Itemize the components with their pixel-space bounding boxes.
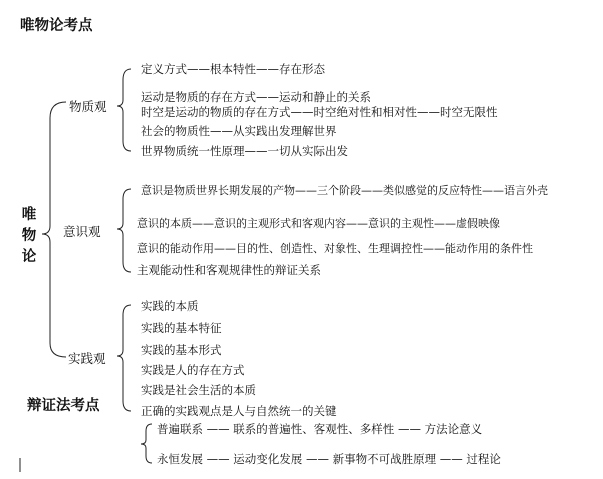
consciousness-item-2: 意识的本质——意识的主观形式和客观内容——意识的主观性——虚假映像: [137, 217, 500, 230]
dialectics-item-2: 永恒发展 —— 运动变化发展 —— 新事物不可战胜原理 —— 过程论: [157, 452, 501, 466]
practice-item-4: 实践是人的存在方式: [141, 363, 245, 377]
matter-item-4: 社会的物质性——从实践出发理解世界: [141, 124, 337, 138]
practice-item-6: 正确的实践观点是人与自然统一的关键: [141, 404, 337, 418]
practice-brace: [117, 305, 131, 411]
matter-item-1: 定义方式——根本特性——存在形态: [141, 62, 325, 76]
matter-item-3: 时空是运动的物质的存在方式——时空绝对性和相对性——时空无限性: [141, 105, 498, 119]
matter-item-2: 运动是物质的存在方式——运动和静止的关系: [141, 90, 371, 104]
practice-item-3: 实践的基本形式: [141, 343, 222, 357]
practice-item-2: 实践的基本特征: [141, 321, 222, 335]
matter-item-5: 世界物质统一性原理——一切从实际出发: [141, 144, 348, 158]
dialectics-brace: [141, 424, 152, 463]
consciousness-label: 意识观: [63, 224, 101, 239]
matter-brace: [117, 69, 131, 151]
dialectics-title: 辩证法考点: [27, 398, 100, 414]
dialectics-item-1: 普遍联系 —— 联系的普遍性、客观性、多样性 —— 方法论意义: [157, 422, 483, 436]
practice-item-1: 实践的本质: [141, 299, 199, 313]
matter-label: 物质观: [69, 99, 107, 114]
consciousness-item-4: 主观能动性和客观规律性的辩证关系: [137, 263, 321, 277]
practice-item-5: 实践是社会生活的本质: [141, 383, 256, 397]
practice-label: 实践观: [68, 351, 106, 366]
consciousness-item-1: 意识是物质世界长期发展的产物——三个阶段——类似感觉的反应特性——语言外壳: [141, 184, 548, 197]
consciousness-item-3: 意识的能动作用——目的性、创造性、对象性、生理调控性——能动作用的条件性: [137, 242, 533, 255]
root-materialism-label: 唯物论: [21, 207, 37, 265]
consciousness-brace: [117, 189, 131, 272]
materialism-title: 唯物论考点: [20, 18, 93, 34]
